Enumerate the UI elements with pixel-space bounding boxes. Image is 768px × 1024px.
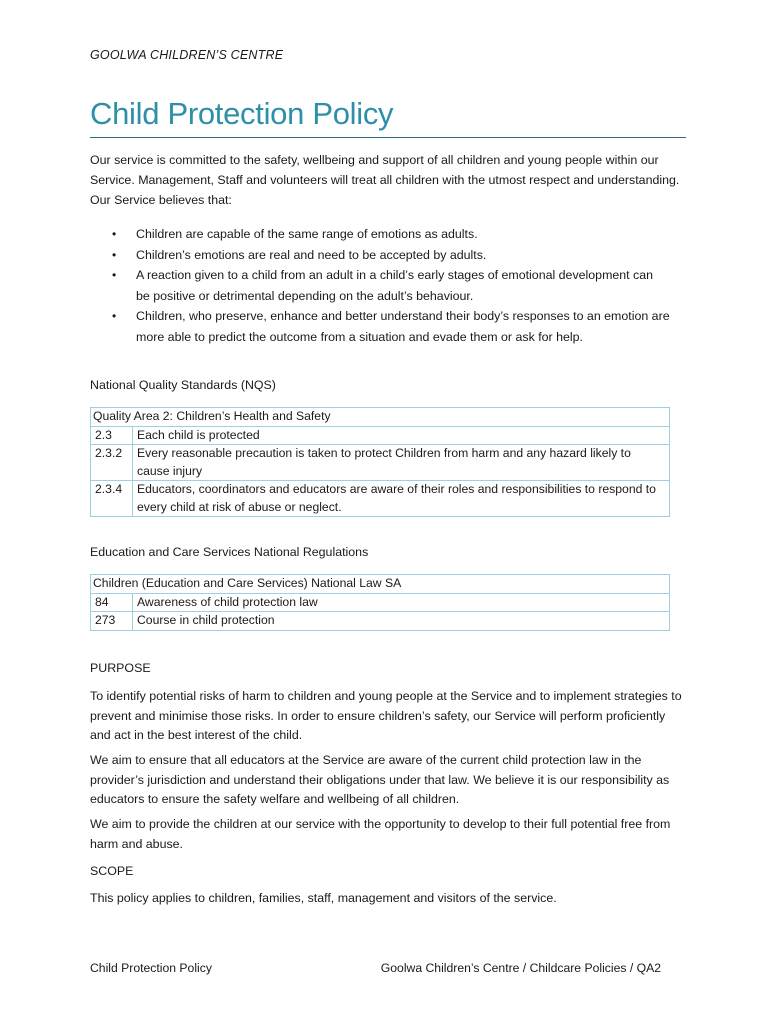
purpose-paragraph-1: To identify potential risks of harm to children and young people at the Service and to implement strategies to prevent and minimise those risks. In order to ensure children’s safety, our Service will perform proficiently and act in the best interest of the child. (90, 689, 682, 742)
bullet-icon: • (112, 247, 117, 262)
table-header-row (91, 575, 670, 594)
table-code-cell: 273 (91, 612, 133, 631)
scope-paragraph: This policy applies to children, families, staff, management and visitors of the service. (90, 891, 557, 905)
regulations-label: Education and Care Services National Regulations (90, 545, 369, 559)
bullet-icon: • (112, 227, 117, 241)
purpose-paragraph-2: We aim to ensure that all educators at the Service are aware of the current child protection law in the provider’s jurisdiction and understand their obligations under that law. We believe it is our responsibility as educators to ensure the safety welfare and wellbeing of all children. (90, 753, 670, 806)
regulations-table (90, 574, 670, 631)
beliefs-list (90, 224, 670, 347)
title-underline (90, 137, 686, 138)
list-item (90, 265, 670, 306)
table-code-cell: 84 (91, 593, 133, 612)
nqs-label: National Quality Standards (NQS) (90, 378, 276, 392)
table-row (91, 593, 670, 612)
list-item-text: Children’s emotions are real and need to be accepted by adults. (136, 247, 487, 262)
list-item-text: Children are capable of the same range of emotions as adults. (136, 227, 478, 241)
table-code-cell: 2.3.2 (91, 445, 133, 481)
list-item-text: A reaction given to a child from an adult in a child’s early stages of emotional development can be positive or detrimental depending on the adult’s behaviour. (136, 268, 654, 303)
table-text-cell: Educators, coordinators and educators are aware of their roles and responsibilities to respond to every child at risk of abuse or neglect. (133, 481, 670, 517)
list-item-text: Children, who preserve, enhance and better understand their body’s responses to an emotion are more able to predict the outcome from a situation and evade them or ask for help. (136, 309, 670, 344)
bullet-icon: • (112, 268, 117, 282)
table-header-cell: Quality Area 2: Children’s Health and Safety (91, 408, 670, 427)
table-row (91, 445, 670, 481)
table-row (91, 612, 670, 631)
table-text-cell: Each child is protected (133, 426, 670, 445)
nqs-table (90, 407, 670, 517)
table-header-row (91, 408, 670, 427)
purpose-heading: PURPOSE (90, 661, 151, 675)
table-row (91, 426, 670, 445)
table-text-cell: Awareness of child protection law (133, 593, 670, 612)
table-code-cell: 2.3.4 (91, 481, 133, 517)
footer-path: Goolwa Children’s Centre / Childcare Policies / QA2 (380, 961, 661, 975)
purpose-paragraph-3: We aim to provide the children at our service with the opportunity to develop to their full potential free from harm and abuse. (90, 817, 671, 851)
bullet-icon: • (112, 309, 117, 323)
list-item (90, 224, 670, 245)
table-code-cell: 2.3 (91, 426, 133, 445)
table-text-cell: Every reasonable precaution is taken to protect Children from harm and any hazard likely to cause injury (133, 445, 670, 481)
org-header: GOOLWA CHILDREN’S CENTRE (90, 48, 284, 62)
list-item (90, 306, 670, 347)
page-title: Child Protection Policy (90, 96, 394, 131)
scope-heading: SCOPE (90, 864, 134, 878)
list-item (90, 245, 670, 266)
footer-title: Child Protection Policy (90, 961, 212, 975)
table-text-cell: Course in child protection (133, 612, 670, 631)
table-row (91, 481, 670, 517)
table-header-cell: Children (Education and Care Services) National Law SA (91, 575, 670, 594)
intro-paragraph: Our service is committed to the safety, wellbeing and support of all children and young people within our Service. Management, Staff and volunteers will treat all children with the utmost respect and understanding. Our Service believes that: (90, 153, 680, 207)
